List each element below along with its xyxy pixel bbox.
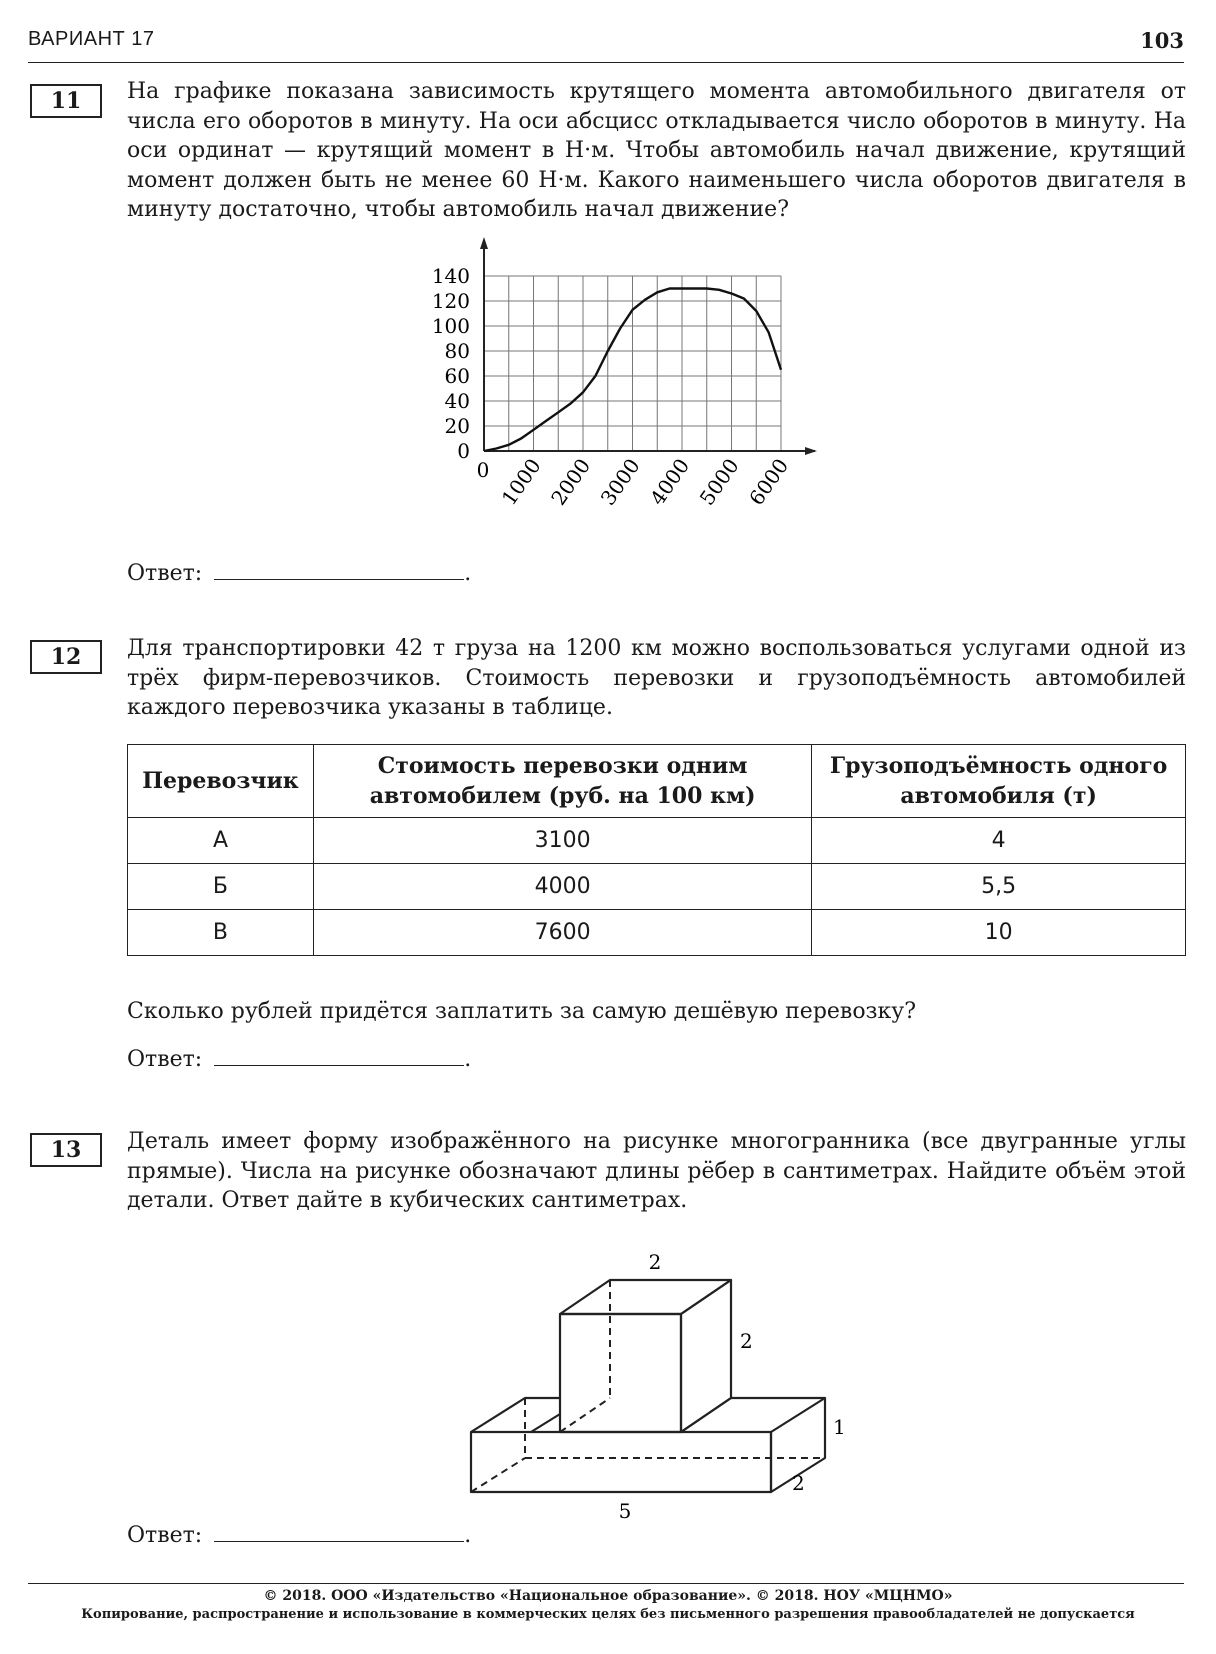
table-cell: 5,5: [812, 864, 1186, 910]
label-top-width: 2: [648, 1250, 662, 1274]
y-tick-label: 120: [431, 289, 470, 313]
variant-title: ВАРИАНТ 17: [28, 28, 155, 50]
table-cell: А: [128, 818, 314, 864]
table-row: [128, 864, 1186, 910]
task-12-answer: Ответ: .: [127, 1047, 472, 1072]
table-row: [128, 910, 1186, 956]
table-cell: 4: [812, 818, 1186, 864]
x-tick-label: 4000: [645, 454, 695, 510]
y-tick-label: 100: [431, 314, 470, 338]
task-11-text: На графике показана зависимость крутящего момента автомобильного двигателя от числа его оборотов в минуту. На оси абсцисс откладывается число оборотов в минуту. На оси ординат — крутящий момент в Н·м. Чтобы автомобиль начал движение, крутящий момент должен быть не менее 60 Н·м. Какого наименьшего числа оборотов двигателя в минуту достаточно, чтобы автомобиль начал движение?: [127, 79, 1186, 222]
footer-notice: Копирование, распространение и использование в коммерческих целях без письменного разрешения правообладателей не допускается: [81, 1607, 1135, 1622]
x-tick-label: 1000: [496, 454, 546, 510]
y-tick-label: 60: [444, 364, 470, 388]
x-axis-arrow: [805, 447, 817, 455]
table-header: Грузоподъёмность одного автомобиля (т): [812, 745, 1186, 818]
label-top-height: 2: [740, 1329, 753, 1353]
task-12-question: Сколько рублей придётся заплатить за самую дешёвую перевозку?: [127, 999, 917, 1024]
base-front-face: [471, 1432, 771, 1492]
tower-top-face: [560, 1280, 731, 1314]
y-tick-label: 20: [444, 414, 470, 438]
header-rule: [28, 62, 1184, 63]
chart-grid: [484, 276, 781, 451]
tower-right-face: [681, 1280, 731, 1432]
answer-label: Ответ:: [127, 1047, 203, 1072]
x-tick-label: 5000: [694, 454, 744, 510]
y-tick-label: 140: [431, 264, 470, 288]
answer-label: Ответ:: [127, 561, 203, 586]
table-cell: 4000: [313, 864, 811, 910]
table-cell: Б: [128, 864, 314, 910]
x-tick-label: 0: [476, 458, 490, 482]
task-13-number: 13: [30, 1133, 102, 1167]
y-tick-label: 0: [457, 439, 470, 463]
answer-line[interactable]: [214, 1047, 464, 1066]
torque-chart: [420, 235, 860, 545]
table-row: [128, 818, 1186, 864]
tower-front-face: [560, 1314, 681, 1432]
footer-rule: [28, 1583, 1184, 1584]
polyhedron-figure: [440, 1225, 860, 1525]
label-base-height: 1: [833, 1415, 846, 1439]
table-cell: В: [128, 910, 314, 956]
table-cell: 10: [812, 910, 1186, 956]
label-base-depth: 2: [792, 1471, 805, 1495]
table-header: Перевозчик: [128, 745, 314, 818]
task-12-number: 12: [30, 640, 102, 674]
task-11-number: 11: [30, 84, 102, 118]
table-header-row: [128, 745, 1186, 818]
answer-line[interactable]: [214, 561, 464, 580]
label-base-length: 5: [618, 1499, 632, 1523]
x-tick-label: 2000: [546, 454, 596, 510]
chart-axes: [480, 237, 817, 455]
table-header: Стоимость перевозки одним автомобилем (руб. на 100 км): [313, 745, 811, 818]
table-cell: 3100: [313, 818, 811, 864]
carriers-table: [127, 744, 1186, 956]
x-tick-label: 6000: [744, 454, 794, 510]
task-12-text: Для транспортировки 42 т груза на 1200 км можно воспользоваться услугами одной из трёх фирм-перевозчиков. Стоимость перевозки и грузоподъёмность автомобилей каждого перевозчика указаны в таблице.: [127, 636, 1186, 720]
x-tick-label: 3000: [595, 454, 645, 510]
footer-copyright: © 2018. ООО «Издательство «Национальное образование». © 2018. НОУ «МЦНМО»: [263, 1588, 953, 1604]
y-tick-label: 40: [444, 389, 470, 413]
answer-line[interactable]: [214, 1523, 464, 1542]
y-axis-arrow: [480, 237, 488, 249]
answer-label: Ответ:: [127, 1523, 203, 1548]
task-13-text: Деталь имеет форму изображённого на рисунке многогранника (все двугранные углы прямые). Числа на рисунке обозначают длины рёбер в сантиметрах. Найдите объём этой детали. Ответ дайте в кубических сантиметрах.: [127, 1129, 1186, 1213]
task-13-answer: Ответ: .: [127, 1523, 472, 1548]
table-cell: 7600: [313, 910, 811, 956]
task-11-answer: Ответ: .: [127, 561, 472, 586]
page-number: 103: [1140, 28, 1184, 53]
base-top-left-edge: [471, 1398, 560, 1432]
y-tick-label: 80: [444, 339, 470, 363]
